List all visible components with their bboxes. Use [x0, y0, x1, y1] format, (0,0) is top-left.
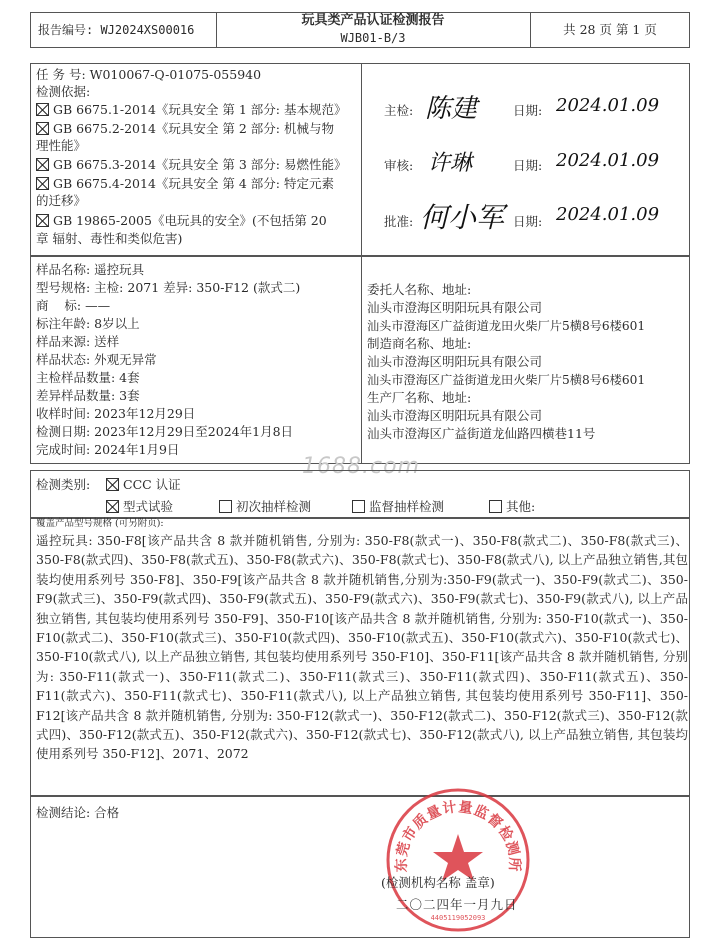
task-number: 任 务 号: W010067-Q-01075-055940: [36, 67, 262, 82]
standard-item-5-cont: 章 辐射、毒性和类似危害): [36, 231, 183, 246]
client-address: 汕头市澄海区广益街道龙田火柴厂片5横8号6楼601: [367, 319, 646, 333]
chief-inspector-signature: 陈建: [425, 94, 478, 124]
initial-sampling-option: 初次抽样检测: [219, 499, 311, 515]
diff-sample-qty: 差异样品数量: 3套: [36, 388, 140, 403]
manufacturer-label: 制造商名称、地址:: [367, 336, 472, 351]
manufacturer-address: 汕头市澄海区广益街道龙田火柴厂片5横8号6楼601: [367, 373, 646, 387]
standard-item-4-cont: 的迁移》: [36, 193, 87, 208]
standard-item-2-cont: 理性能》: [36, 138, 87, 153]
approver-signature: 何小军: [420, 201, 505, 234]
main-sample-qty: 主检样品数量: 4套: [36, 370, 140, 385]
supervision-sampling-checkbox: [352, 500, 365, 513]
standard-checkbox-3: [36, 158, 49, 171]
watermark: 1688.com: [302, 454, 420, 479]
report-number: 报告编号: WJ2024XS00016: [38, 23, 195, 37]
standard-checkbox-5: [36, 214, 49, 227]
coverage-text: 遥控玩具: 350-F8[该产品共含 8 款并随机销售, 分别为: 350-F8(款式一)、350-F8(款式二)、350-F8(款式三)、350-F8(款式四)、350-F8(款式五)、350-F8(款式六)、350-F8(款式七)、350-F8(款式八), 以上产品独立销售,其包装均使用系列号 350-F8]、350-F9[该产品共含 8 款并随机销售,分别为:350-F9(款式一)、350-F9(款式二)、350-F9(款式三)、350-F9(款式四)、350-F9(款式五)、350-F9(款式六)、350-F9(款式七)、350-F9(款式八), 以上产品独立销售, 其包装均使用系列号 350-F9]、350-F10[该产品共含 8 款并随机销售, 分别为: 350-F10(款式一)、350-F10(款式二)、350-F10(款式三)、350-F10(款式四)、350-F10(款式五)、350-F10(款式六)、350-F10(款式七)、350-F10(款式八), 以上产品独立销售, 其包装均使用系列号 350-F10]、350-F11[该产品共含 8 款并随机销售, 分别为: 350-F11(款式一)、350-F11(款式二)、350-F11(款式三)、350-F11(款式四)、350-F11(款式五)、350-F11(款式六)、350-F11(款式七)、350-F11(款式八), 以上产品独立销售, 其包装均使用系列号 350-F11]、350-F12[该产品共含 8 款并随机销售, 分别为: 350-F12(款式一)、350-F12(款式二)、350-F12(款式三)、350-F12(款式四)、350-F12(款式五)、350-F12(款式六)、350-F12(款式七)、350-F12(款式八), 以上产品独立销售, 其包装均使用系列号 350-F12]、2071、2072: [36, 533, 688, 762]
reviewer-date: 2024.01.09: [556, 150, 660, 171]
conclusion: 检测结论: 合格: [36, 805, 120, 820]
task-divider: [361, 63, 362, 256]
sample-divider: [361, 256, 362, 464]
seal-code: 4405119052093: [430, 914, 486, 922]
supervision-sampling-option: 监督抽样检测: [352, 499, 444, 515]
standard-checkbox-4: [36, 177, 49, 190]
basis-label: 检测依据:: [36, 84, 91, 99]
approver-label: 批准:: [384, 214, 414, 229]
category-label: 检测类别:: [36, 477, 91, 492]
standard-item-3: GB 6675.3-2014《玩具安全 第 3 部分: 易燃性能》: [36, 157, 346, 173]
other-option: 其他:: [489, 499, 535, 515]
standard-checkbox-2: [36, 122, 49, 135]
reviewer-label: 审核:: [384, 158, 414, 173]
receive-date: 收样时间: 2023年12月29日: [36, 406, 196, 421]
sample-state: 样品状态: 外观无异常: [36, 352, 157, 367]
factory-name: 汕头市澄海区明阳玩具有限公司: [367, 408, 543, 423]
stamp-note: (检测机构名称 盖章): [381, 875, 495, 890]
client-name: 汕头市澄海区明阳玩具有限公司: [367, 300, 543, 315]
standard-item-5: GB 19865-2005《电玩具的安全》(不包括第 20: [36, 213, 327, 229]
type-test-option: 型式试验: [106, 499, 173, 515]
type-test-checkbox: [106, 500, 119, 513]
report-title: 玩具类产品认证检测报告: [301, 13, 445, 28]
sample-age: 标注年龄: 8岁以上: [36, 316, 140, 331]
chief-inspector-label: 主检:: [384, 103, 414, 118]
chief-inspector-date-label: 日期:: [513, 103, 543, 118]
finish-date: 完成时间: 2024年1月9日: [36, 442, 180, 457]
approver-date: 2024.01.09: [556, 204, 660, 225]
conclusion-section: [30, 796, 690, 938]
initial-sampling-checkbox: [219, 500, 232, 513]
seal-star-icon: [433, 834, 483, 881]
sample-name: 样品名称: 遥控玩具: [36, 262, 145, 277]
factory-label: 生产厂名称、地址:: [367, 390, 472, 405]
sample-source: 样品来源: 送样: [36, 334, 120, 349]
ccc-option: CCC 认证: [106, 477, 181, 493]
seal-text: 东莞市质量计量监督检测所: [393, 799, 523, 873]
test-date: 检测日期: 2023年12月29日至2024年1月8日: [36, 424, 294, 439]
client-label: 委托人名称、地址:: [367, 282, 472, 297]
standard-checkbox-1: [36, 103, 49, 116]
page-indicator: 共 28 页 第 1 页: [563, 22, 657, 37]
sample-model: 型号规格: 主检: 2071 差异: 350-F12 (款式二): [36, 280, 301, 295]
standard-item-4: GB 6675.4-2014《玩具安全 第 4 部分: 特定元素: [36, 176, 334, 192]
approver-date-label: 日期:: [513, 214, 543, 229]
other-checkbox: [489, 500, 502, 513]
sample-trademark: 商 标: ——: [36, 298, 111, 313]
reviewer-date-label: 日期:: [513, 158, 543, 173]
manufacturer-name: 汕头市澄海区明阳玩具有限公司: [367, 354, 543, 369]
coverage-label: 覆盖产品型号规格 (可另附页):: [36, 518, 164, 529]
chief-inspector-date: 2024.01.09: [556, 95, 660, 116]
conclusion-date: 二〇二四年一月九日: [396, 897, 518, 912]
standard-item-1: GB 6675.1-2014《玩具安全 第 1 部分: 基本规范》: [36, 102, 346, 118]
factory-address: 汕头市澄海区广益街道龙仙路四横巷11号: [367, 426, 596, 441]
ccc-checkbox: [106, 478, 119, 491]
report-subtitle: WJB01-B/3: [340, 31, 406, 45]
standard-item-2: GB 6675.2-2014《玩具安全 第 2 部分: 机械与物: [36, 121, 334, 137]
reviewer-signature: 许琳: [428, 151, 473, 176]
